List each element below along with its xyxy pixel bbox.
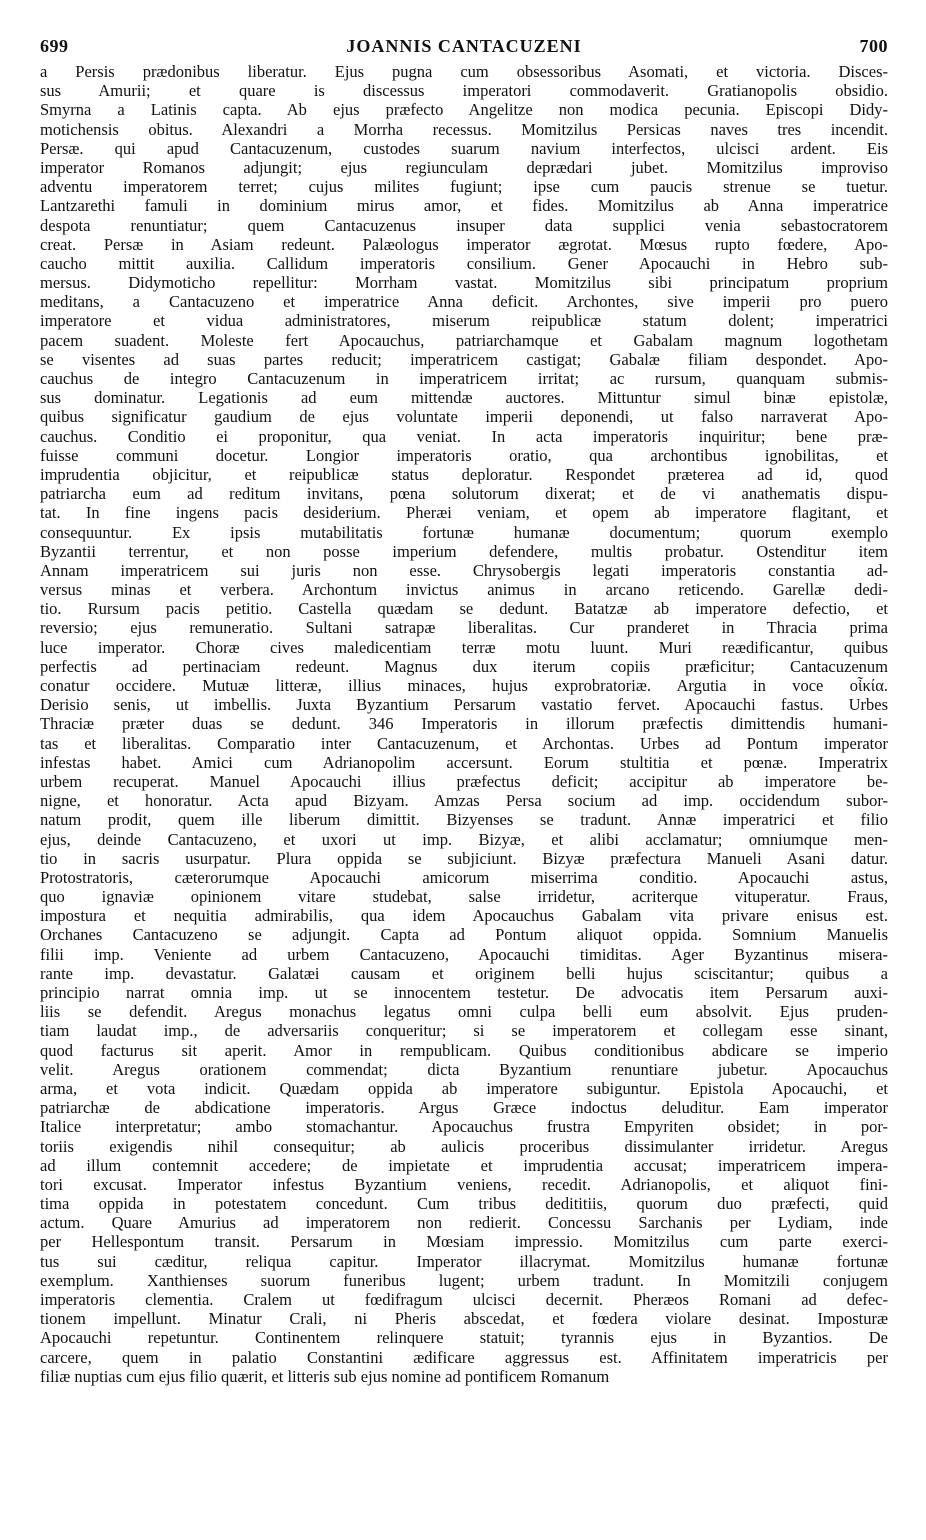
text-line: tori excusat. Imperator infestus Byzantium veniens, recedit. Adrianopolis, et aliquot fini-	[40, 1174, 888, 1194]
text-line: impostura et nequitia admirabilis, qua idem Apocauchus Gabalam vita privare enisus est.	[40, 906, 888, 926]
text-line: despota renuntiatur; quem Cantacuzenus insuper data supplici venia sebastocratorem	[40, 215, 888, 235]
text-line: ad illum contemnit accedere; de impietate et imprudentia accusat; imperatricem impera-	[40, 1155, 888, 1175]
text-line: Derisio senis, ut imbellis. Juxta Byzantium Persarum vastatio fervet. Apocauchi fastus. Urbes	[40, 695, 888, 715]
text-line: sus dominatur. Legationis ad eum mittendæ auctores. Mittuntur simul binæ epistolæ,	[40, 388, 888, 408]
text-line: Byzantii terrentur, et non posse imperium defendere, multis probatur. Ostenditur item	[40, 541, 888, 561]
text-line: Thraciæ præter duas se dedunt. 346 Imperatoris in illorum præfectis dimittendis humani-	[40, 714, 888, 734]
summary-text	[40, 62, 888, 1386]
text-line: toriis exigendis nihil consequitur; ab aulicis proceribus dissimulanter irridetur. Aregus	[40, 1136, 888, 1156]
text-line: Apocauchi repetuntur. Continentem relinquere statuit; tyrannis ejus in Byzantios. De	[40, 1328, 888, 1348]
text-line: cauchus. Conditio ei proponitur, qua veniat. In acta imperatoris inquiritur; bene præ-	[40, 426, 888, 446]
text-line: creat. Persæ in Asiam redeunt. Palæologus imperator ægrotat. Mœsus rupto fœdere, Apo-	[40, 234, 888, 254]
text-line: patriarchæ de abdicatione imperatoris. Argus Græce indoctus deluditur. Eam imperator	[40, 1098, 888, 1118]
text-line: luce imperator. Choræ cives maledicentiam terræ motu luunt. Muri reædificantur, quibus	[40, 637, 888, 657]
text-line: filiæ nuptias cum ejus filio quærit, et litteris sub ejus nomine ad pontificem Romanum	[40, 1366, 610, 1386]
text-line: Orchanes Cantacuzeno se adjungit. Capta ad Pontum aliquot oppida. Somnium Manuelis	[40, 925, 888, 945]
text-line: quo ignaviæ opinionem vitare studebat, salse irridetur, acriterque vituperatur. Fraus,	[40, 887, 888, 907]
text-line: ejus, deinde Cantacuzeno, et uxori ut imp. Bizyæ, et alibi acclamatur; omniumque men-	[40, 829, 888, 849]
text-line: tus sui cæditur, reliqua capitur. Imperator illacrymat. Momitzilus humanæ fortunæ	[40, 1251, 888, 1271]
page-number-right: 700	[859, 36, 888, 56]
text-line: infestas habet. Amici cum Adrianopolim accersunt. Eorum stultitia et pœnæ. Imperatrix	[40, 752, 888, 772]
text-line: Lantzarethi famuli in dominium mirus amor, et fides. Momitzilus ab Anna imperatrice	[40, 196, 888, 216]
text-line: Protostratoris, cæterorumque Apocauchi amicorum miserrima conditio. Apocauchi astus,	[40, 867, 888, 887]
text-line: urbem recuperat. Manuel Apocauchi illius præfectus deficit; accipitur ab imperatore be-	[40, 771, 888, 791]
text-line: Italice interpretatur; ambo stomachantur. Apocauchus frustra Empyriten obsidet; in por-	[40, 1117, 888, 1137]
text-line: tionem impellunt. Minatur Crali, ni Pheris abscedat, et fœdera violare desinat. Imposturæ	[40, 1309, 888, 1329]
text-line: imperatore et vidua administratores, miserum reipublicæ statum dolent; imperatrici	[40, 311, 888, 331]
text-line: quibus significatur gaudium de ejus voluntate imperii deponendi, ut falso narraverat Apo-	[40, 407, 888, 427]
text-line: a Persis prædonibus liberatur. Ejus pugna cum obsessoribus Asomati, et victoria. Disces-	[40, 62, 888, 81]
text-line: nigne, et honoratur. Acta apud Bizyam. Amzas Persa socium ad imp. occidendum subor-	[40, 791, 888, 811]
text-line: tas et liberalitas. Comparatio inter Cantacuzenum, et Archontas. Urbes ad Pontum imperator	[40, 733, 888, 753]
text-line: carcere, quem in palatio Constantini ædificare aggressus est. Affinitatem imperatricis per	[40, 1347, 888, 1367]
text-line: patriarcha eum ad reditum invitans, pœna solutorum dixerat; et de vi anathematis dispu-	[40, 484, 888, 504]
text-line: tima oppida in potestatem concedunt. Cum tribus dedititiis, quorum duo præfecti, quid	[40, 1194, 888, 1214]
text-line: tio in sacris usurpatur. Plura oppida se subjiciunt. Bizyæ præfectura Manueli Asani datur.	[40, 848, 888, 868]
text-line: adventu imperatorem terret; cujus milites fugiunt; ipse cum paucis strenue se tuetur.	[40, 177, 888, 197]
text-line: per Hellespontum transit. Persarum in Mœsiam impressio. Momitzilus cum parte exerci-	[40, 1232, 888, 1252]
page-header	[40, 36, 888, 60]
page-number-left: 699	[40, 36, 69, 56]
text-line: quod facturus sit aperit. Amor in rempublicam. Quibus conditionibus abdicare se imperio	[40, 1040, 888, 1060]
text-line: motichensis obitus. Alexandri a Morrha recessus. Momitzilus Persicas naves tres incendit.	[40, 119, 888, 139]
text-line: Annam imperatricem sui juris non esse. Chrysobergis legati imperatoris constantia ad-	[40, 560, 888, 580]
text-line: rante imp. devastatur. Galatæi causam et originem belli hujus sciscitantur; quibus a	[40, 963, 888, 983]
text-line: filii imp. Veniente ad urbem Cantacuzeno, Apocauchi timiditas. Ager Byzantinus misera-	[40, 944, 888, 964]
text-line: principio narrat omnia imp. ut se innocentem testetur. De advocatis item Persarum auxi-	[40, 983, 888, 1002]
text-line: mersus. Didymoticho repellitur: Morrham vastat. Momitzilus sibi principatum proprium	[40, 273, 888, 293]
text-line: tiam laudat imp., de adversariis conqueritur; si se imperatorem et collegam esse sinant,	[40, 1021, 888, 1041]
text-line: versus minas et verbera. Archontum invictus animus in arcano reticendo. Garellæ dedi-	[40, 580, 888, 600]
text-line: natum prodit, quem ille liberum dimittit. Bizyenses se tradunt. Annæ imperatrici et filio	[40, 810, 888, 830]
text-line: imprudentia objicitur, et reipublicæ status deploratur. Respondet præterea ad id, quod	[40, 464, 888, 484]
text-line: reversio; ejus remuneratio. Sultani satrapæ liberalitas. Cur pranderet in Thracia prima	[40, 618, 888, 638]
text-line: Persæ. qui apud Cantacuzenum, custodes suarum navium interfectos, ulcisci ardent. Eis	[40, 138, 888, 158]
text-line: consequuntur. Ex ipsis mutabilitatis fortunæ humanæ documentum; quorum exemplo	[40, 522, 888, 542]
text-line: fuisse communi docetur. Longior imperatoris oratio, qua archontibus ignobilitas, et	[40, 445, 888, 465]
text-line: meditans, a Cantacuzeno et imperatrice Anna deficit. Archontes, sive imperii pro puero	[40, 292, 888, 312]
text-line: velit. Aregus orationem commendat; dicta Byzantium renuntiare jubetur. Apocauchus	[40, 1059, 888, 1079]
text-line: perfectis ad pertinaciam redeunt. Magnus dux iterum copiis præficitur; Cantacuzenum	[40, 656, 888, 676]
text-line: tio. Rursum pacis petitio. Castella quædam se dedunt. Batatzæ ab imperatore defectio, et	[40, 599, 888, 619]
text-line: imperatoris clementia. Cralem ut fœdifragum ulcisci decernit. Pheræos Romani ad defec-	[40, 1290, 888, 1309]
text-line: actum. Quare Amurius ad imperatorem non redierit. Concessu Sarchanis per Lydiam, inde	[40, 1213, 888, 1233]
running-title: JOANNIS CANTACUZENI	[346, 36, 582, 56]
text-line: sus Amurii; et quare is discessus imperatori commodaverit. Gratianopolis obsidio.	[40, 81, 888, 101]
text-line: exemplum. Xanthienses suorum funeribus lugent; urbem tradunt. In Momitzili conjugem	[40, 1270, 888, 1290]
text-line: imperator Romanos adjungit; ejus regiunculam deprædari jubet. Momitzilus improviso	[40, 157, 888, 177]
text-line: cauchus de integro Cantacuzenum in imperatricem irritat; ac rursum, quanquam submis-	[40, 369, 888, 388]
text-line: se visentes ad suas partes reducit; imperatricem castigat; Gabalæ filiam despondet. Apo-	[40, 349, 888, 369]
text-line: caucho mittit auxilia. Callidum imperatoris consilium. Gener Apocauchi in Hebro sub-	[40, 253, 888, 273]
text-line: conatur occidere. Mutuæ litteræ, illius minaces, hujus exprobratoriæ. Argutia in voce οἶκία.	[40, 676, 888, 695]
text-line: Smyrna a Latinis capta. Ab ejus præfecto Angelitze non modica pecunia. Episcopi Didy-	[40, 100, 888, 120]
text-line: liis se defendit. Aregus monachus legatus omni culpa belli eum absolvit. Ejus pruden-	[40, 1002, 888, 1022]
text-line: arma, et vota indicit. Quædam oppida ab imperatore subiguntur. Epistola Apocauchi, et	[40, 1078, 888, 1098]
text-line: pacem suadent. Moleste fert Apocauchus, patriarchamque et Gabalam magnum logothetam	[40, 330, 888, 350]
text-line: tat. In fine ingens pacis desiderium. Pheræi veniam, et opem ab imperatore flagitant, et	[40, 503, 888, 523]
